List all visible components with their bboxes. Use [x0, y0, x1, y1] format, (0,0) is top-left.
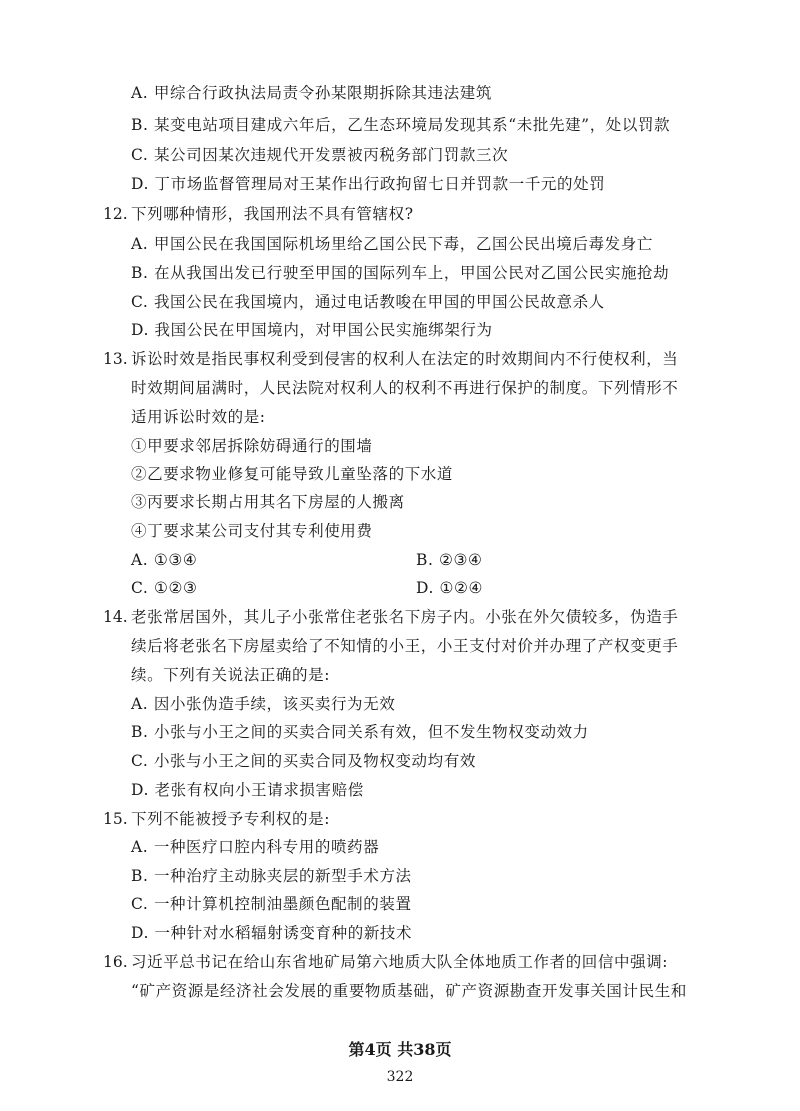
q12-option-b: B. 在从我国出发已行驶至甲国的国际列车上，甲国公民对乙国公民实施抢劫 [131, 264, 670, 282]
q13-item-2: ②乙要求物业修复可能导致儿童坠落的下水道 [131, 465, 454, 483]
q13-item-4: ④丁要求某公司支付其专利使用费 [131, 522, 373, 540]
q13-stem-line-2: 时效期间届满时，人民法院对权利人的权利不再进行保护的制度。下列情形不 [131, 379, 679, 397]
q12-option-a: A. 甲国公民在我国国际机场里给乙国公民下毒，乙国公民出境后毒发身亡 [131, 235, 653, 253]
q11-option-a: A. 甲综合行政执法局责令孙某限期拆除其违法建筑 [131, 84, 492, 102]
page-info: 第4页 共38页 [348, 1040, 452, 1059]
q15-option-a: A. 一种医疗口腔内科专用的喷药器 [131, 838, 380, 856]
q13-option-c: C. ①②③ [131, 579, 198, 597]
q13-item-3: ③丙要求长期占用其名下房屋的人搬离 [131, 493, 405, 511]
q13-stem-line-3: 适用诉讼时效的是: [131, 408, 266, 426]
q14-number: 14. [103, 608, 128, 626]
q15-option-d: D. 一种针对水稻辐射诱变育种的新技术 [131, 924, 413, 942]
q14-option-a: A. 因小张伪造手续，该买卖行为无效 [131, 695, 396, 713]
q15-option-c: C. 一种计算机控制油墨颜色配制的装置 [131, 895, 412, 913]
q13-option-b: B. ②③④ [416, 551, 483, 569]
q14-option-d: D. 老张有权向小王请求损害赔偿 [131, 781, 364, 799]
q14-stem-line-3: 续。下列有关说法正确的是: [131, 666, 331, 684]
q13-option-a: A. ①③④ [131, 551, 198, 569]
q14-stem-line-1: 老张常居国外，其儿子小张常住老张名下房子内。小张在外欠债较多，伪造手 [131, 608, 679, 626]
q16-stem-line-1: 习近平总书记在给山东省地矿局第六地质大队全体地质工作者的回信中强调: [131, 953, 669, 971]
q12-stem: 下列哪种情形，我国刑法不具有管辖权? [131, 205, 414, 223]
q16-number: 16. [103, 953, 128, 971]
q15-stem: 下列不能被授予专利权的是: [131, 810, 331, 828]
q11-option-d: D. 丁市场监督管理局对王某作出行政拘留七日并罚款一千元的处罚 [131, 175, 606, 193]
q11-option-b: B. 某变电站项目建成六年后，乙生态环境局发现其系“未批先建”，处以罚款 [131, 116, 671, 134]
q11-option-c: C. 某公司因某次违规代开发票被丙税务部门罚款三次 [131, 146, 509, 164]
q13-item-1: ①甲要求邻居拆除妨碍通行的围墙 [131, 437, 373, 455]
page-number: 322 [386, 1069, 414, 1085]
q16-stem-line-2: “矿产资源是经济社会发展的重要物质基础，矿产资源勘查开发事关国计民生和 [131, 982, 687, 1000]
q14-option-b: B. 小张与小王之间的买卖合同关系有效，但不发生物权变动效力 [131, 723, 589, 741]
q15-option-b: B. 一种治疗主动脉夹层的新型手术方法 [131, 867, 412, 885]
q12-option-c: C. 我国公民在我国境内，通过电话教唆在甲国的甲国公民故意杀人 [131, 293, 605, 311]
q12-number: 12. [103, 205, 128, 223]
q13-option-d: D. ①②④ [416, 579, 484, 597]
q13-stem-line-1: 诉讼时效是指民事权利受到侵害的权利人在法定的时效期间内不行使权利，当 [131, 350, 679, 368]
q12-option-d: D. 我国公民在甲国境内，对甲国公民实施绑架行为 [131, 321, 493, 339]
q14-stem-line-2: 续后将老张名下房屋卖给了不知情的小王，小王支付对价并办理了产权变更手 [131, 637, 679, 655]
q14-option-c: C. 小张与小王之间的买卖合同及物权变动均有效 [131, 752, 476, 770]
q15-number: 15. [103, 810, 128, 828]
q13-number: 13. [103, 350, 128, 368]
